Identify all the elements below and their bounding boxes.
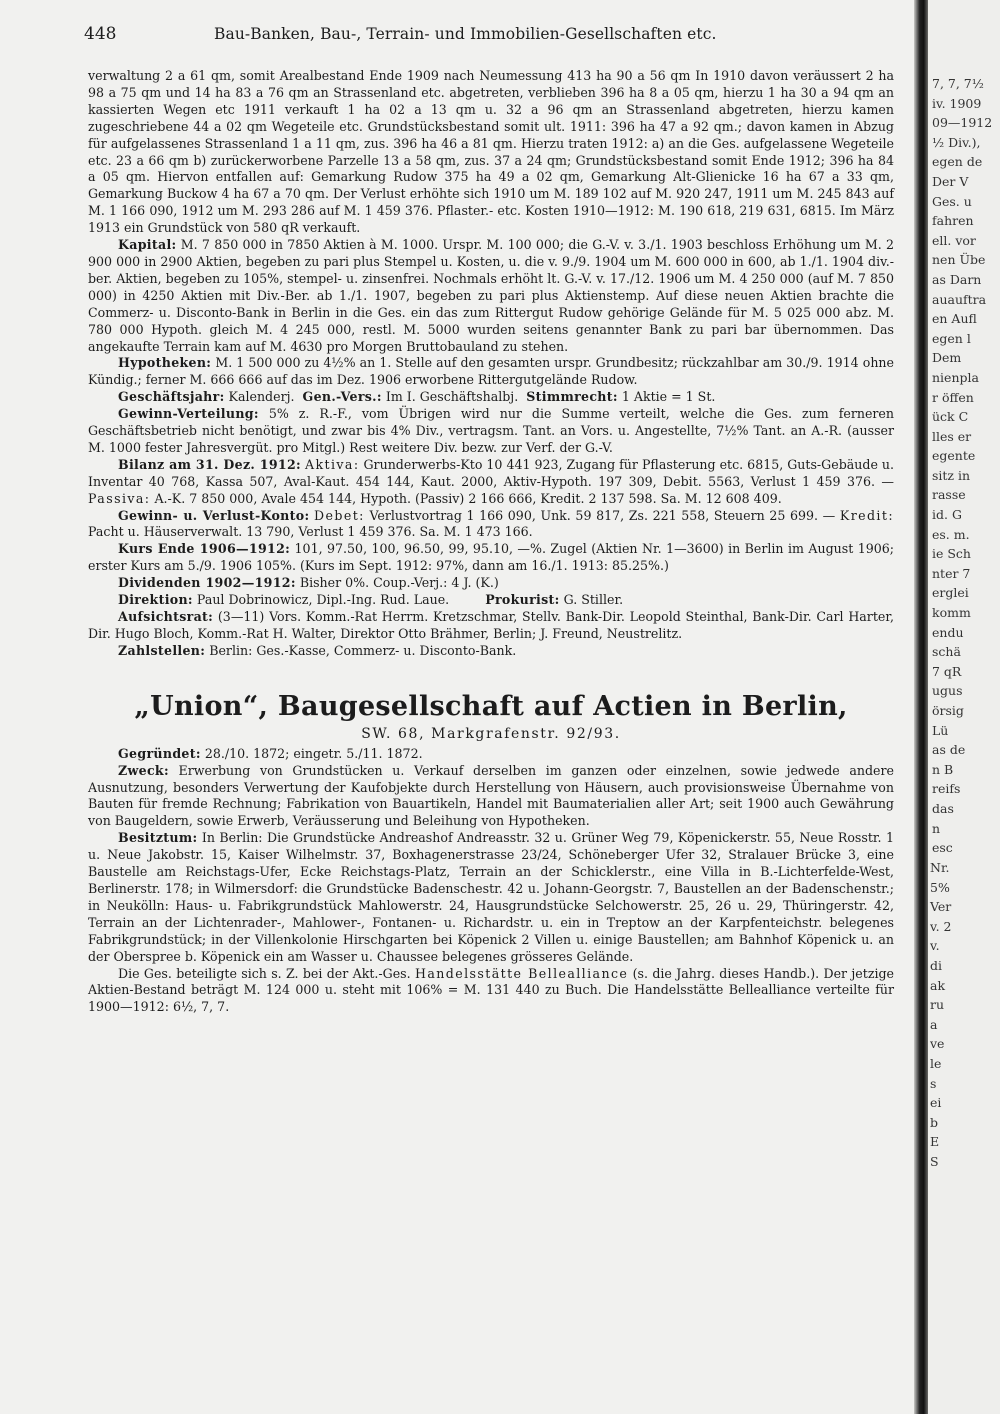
direktion-paragraph — [88, 592, 894, 609]
kurs-text: 101, 97.50, 100, 96.50, 99, 95.10, —%. Zugel (Aktien Nr. 1—3600) in Berlin im August 1906; erster Kurs am 5./9. 1906 105%. (Kurs im Sept. 1912: 97%, dann am 16./1. 1913: 85.25%.) — [88, 541, 894, 574]
besitztum-text: In Berlin: Die Grundstücke Andreashof Andreasstr. 32 u. Grüner Weg 79, Köpenickerstr. 55, Neue Rosstr. 1 u. Neue Jakobstr. 15, Kaiser Wilhelmstr. 37, Boxhagenerstrasse 23/24, Schöneberger Ufer 32, Stralauer Brücke 3, eine Baustelle am Reichstags-Ufer, Ecke Reichstags-Platz, Terrain an der Schicklerstr., eine Villa in B.-Lichterfelde-West, Berlinerstr. 178; in Wilmersdorf: die Grundstücke Badenschestr. 42 u. Johann-Georgstr. 7, Baustellen an der Badenschenstr.; in Neukölln: Haus- u. Fabrikgrundstück Mahlowerstr. 24, Hausgrundstücke Selchowerstr. 25, 26 u. 29, Thüringerstr. 42, Terrain an der Lichtenrader-, Mahlower-, Fontanen- u. Richardstr. u. ein in Treptow an der Karpfenteichstr. belegenes Fabrikgrundstück; in der Villenkolonie Hirschgarten bei Köpenick 2 Villen u. einige Baustellen; am Bahnhof Köpenick u. an der Oberspree b. Köpenick ein am Wasser u. Chaussee belegenes grösseres Gelände. — [88, 830, 894, 964]
adjacent-fragment: rasse — [932, 487, 966, 503]
adjacent-fragment: v. — [930, 938, 940, 954]
adjacent-fragment: ve — [930, 1036, 945, 1052]
adjacent-fragment: 09—1912 — [932, 115, 993, 131]
zahlstellen-text: Berlin: Ges.-Kasse, Commerz- u. Disconto-Bank. — [209, 642, 517, 658]
kurs-label: Kurs Ende 1906—1912: — [118, 541, 291, 557]
adjacent-fragment: sitz in — [932, 467, 971, 483]
adjacent-fragment: komm — [932, 605, 971, 621]
zweck-paragraph — [88, 763, 894, 831]
gvk-debet-text: Verlustvortrag 1 166 090, Unk. 59 817, Zs. 221 558, Steuern 25 699. — — [369, 507, 836, 523]
running-title: Bau-Banken, Bau-, Terrain- und Immobilien-Gesellschaften etc. — [214, 25, 717, 43]
gvk-kredit-label: Kredit: — [839, 507, 894, 523]
adjacent-fragment: ell. vor — [932, 232, 976, 248]
gvk-paragraph — [88, 508, 894, 542]
adjacent-fragment: es. m. — [932, 526, 970, 542]
geschaeftsjahr-text: Kalenderj. — [228, 389, 295, 405]
entry-union — [88, 690, 894, 1017]
gegruendet-text: 28./10. 1872; eingetr. 5./11. 1872. — [204, 745, 423, 761]
adjacent-fragment: ei — [930, 1095, 942, 1111]
adjacent-fragment: schä — [932, 644, 961, 660]
hypotheken-paragraph — [88, 355, 894, 389]
bilanz-paragraph — [88, 457, 894, 508]
adjacent-fragment: Nr. — [930, 860, 950, 875]
kapital-label: Kapital: — [118, 237, 177, 253]
adjacent-fragment: Lü — [932, 722, 949, 738]
book-gutter — [914, 0, 928, 1414]
adjacent-fragment: di — [930, 957, 942, 973]
adjacent-fragment: örsig — [932, 703, 964, 718]
adjacent-fragment: ugus — [932, 683, 963, 699]
aufsichtsrat-label: Aufsichtsrat: — [118, 609, 214, 624]
adjacent-fragment: ie Sch — [932, 546, 971, 562]
adjacent-fragment: lles er — [932, 428, 972, 444]
adjacent-page-edge — [928, 0, 1000, 1414]
prokurist-label: Prokurist: — [485, 592, 560, 608]
dividenden-paragraph — [88, 575, 894, 592]
entry-rudow-continuation — [88, 68, 894, 660]
adjacent-fragment: das — [932, 800, 954, 816]
adjacent-fragment: nen Übe — [932, 252, 986, 268]
kurs-paragraph — [88, 541, 894, 575]
stimmrecht-label: Stimmrecht: — [526, 389, 618, 405]
genvers-text: Im I. Geschäftshalbj. — [385, 389, 519, 405]
beteiligung-pre: Die Ges. beteiligte sich s. Z. bei der Akt.-Ges. — [118, 965, 411, 981]
kapital-text: M. 7 850 000 in 7850 Aktien à M. 1000. Urspr. M. 100 000; die G.-V. v. 3./1. 1903 beschloss Erhöhung um M. 2 900 000 in 2900 Aktien, begeben zu pari plus Stempel u. Kosten, u. die v. 9./9. 1904 um M. 600 000 in 600, ab 1./1. 1904 div.-ber. Aktien, begeben zu 105%, stempel- u. zinsenfrei. Nochmals erhöht lt. G.-V. v. 17./12. 1906 um M. 4 250 000 (auf M. 7 850 000) in 4250 Aktien mit Div.-Ber. ab 1./1. 1907, begeben zu pari plus Aktienstemp. Auf diese neuen Aktien brachte die Commerz- u. Disconto-Bank in Berlin in die Ges. ein das zum Rittergut Rudow gehörige Gelände für M. 5 025 000 abz. M. 780 000 Hypoth. gleich M. 4 245 000, restl. M. 5000 wurden seitens genannter Bank zu pari bar übernommen. Das angekaufte Terrain kam auf M. 4630 pro Morgen Bruttobauland zu stehen. — [88, 237, 894, 354]
genvers-label: Gen.-Vers.: — [302, 389, 382, 405]
adjacent-fragment: id. G — [932, 507, 962, 523]
page-number: 448 — [84, 24, 117, 44]
bilanz-passiva-label: Passiva: — [88, 490, 151, 506]
adjacent-fragment: n B — [932, 761, 954, 777]
dividenden-text: Bisher 0%. Coup.-Verj.: 4 J. (K.) — [299, 575, 499, 591]
geschaeftsjahr-label: Geschäftsjahr: — [118, 389, 225, 405]
adjacent-fragment: nter 7 — [932, 565, 971, 581]
gewinnverteilung-paragraph — [88, 406, 894, 457]
adjacent-fragment: 7 qR — [932, 663, 962, 679]
adjacent-fragment: egen de — [932, 154, 983, 170]
direktion-text: Paul Dobrinowicz, Dipl.-Ing. Rud. Laue. — [196, 592, 450, 608]
adjacent-fragment: v. 2 — [930, 918, 952, 934]
adjacent-fragment: ak — [930, 977, 946, 993]
bilanz-aktiva-label: Aktiva: — [305, 456, 360, 472]
gewinnverteilung-label: Gewinn-Verteilung: — [118, 406, 259, 422]
hypotheken-text: M. 1 500 000 zu 4½% an 1. Stelle auf den gesamten urspr. Grundbesitz; rückzahlbar am 30./9. 1914 ohne Kündig.; ferner M. 666 666 auf das im Dez. 1906 erworbene Rittergutgelände Rudow. — [88, 355, 894, 388]
bilanz-passiva-text: A.-K. 7 850 000, Avale 454 144, Hypoth. (Passiv) 2 166 666, Kredit. 2 137 598. Sa. M. 12 608 409. — [154, 490, 782, 506]
geschaeftsjahr-paragraph — [88, 389, 894, 406]
gegruendet-paragraph — [88, 746, 894, 763]
zweck-label: Zweck: — [118, 762, 169, 778]
gewinnverteilung-text: 5% z. R.-F., vom Übrigen wird nur die Summe verteilt, welche die Ges. zum ferneren Geschäftsbetrieb nicht benötigt, und zwar bis 4% Div., vertragsm. Tant. an Vors. u. Angestellte, 7½% Tant. an A.-R. (ausser M. 1000 fester Jahresvergüt. pro Mitgl.) Rest weitere Div. bezw. zur Verf. der G.-V. — [88, 406, 894, 455]
adjacent-fragment: Ver — [930, 899, 952, 915]
aufsichtsrat-text: (3—11) Vors. Komm.-Rat Herrm. Kretzschmar, Stellv. Bank-Dir. Leopold Steinthal, Bank-Dir. Carl Harter, Dir. Hugo Bloch, Komm.-Rat H. Walter, Direktor Otto Brähmer, Berlin; J. Freund, Neustrelitz. — [88, 609, 894, 641]
gegruendet-label: Gegründet: — [118, 745, 201, 761]
stimmrecht-text: 1 Aktie = 1 St. — [621, 389, 716, 405]
adjacent-fragment: as Darn — [932, 271, 982, 287]
page-header — [84, 24, 884, 48]
adjacent-fragment: egente — [932, 448, 976, 464]
adjacent-fragment: nienpla — [932, 369, 979, 385]
company-address: SW. 68, Markgrafenstr. 92/93. — [361, 725, 621, 742]
adjacent-fragment: iv. 1909 — [932, 95, 982, 111]
adjacent-fragment: fahren — [932, 213, 974, 229]
adjacent-fragment: Dem — [932, 350, 962, 366]
adjacent-fragment: ru — [930, 997, 945, 1013]
zweck-text: Erwerbung von Grundstücken u. Verkauf derselben im ganzen oder einzelnen, sowie jedwede andere Ausnutzung, besonders Verwertung der Kaufobjekte durch Herstellung von Häusern, auch provisionsweise Übernahme von Bauten für fremde Rechnung; Fabrikation von Bauartikeln, Handel mit Baumaterialien aller Art; seit 1900 auch Gewährung von Baugeldern, sowie Erwerb, Veräusserung und Beleihung von Hypotheken. — [88, 762, 894, 829]
adjacent-fragment: erglei — [932, 585, 969, 601]
zahlstellen-paragraph — [88, 643, 894, 660]
gvk-label: Gewinn- u. Verlust-Konto: — [118, 507, 310, 523]
gvk-kredit-text: Pacht u. Häuserverwalt. 13 790, Verlust 1 459 376. Sa. M. 1 473 166. — [88, 524, 533, 540]
beteiligung-name: Handelsstätte Bellealliance — [414, 965, 629, 981]
adjacent-fragment: endu — [932, 624, 964, 640]
gvk-debet-label: Debet: — [314, 507, 365, 523]
kapital-paragraph — [88, 237, 894, 355]
adjacent-fragments-bottom — [930, 858, 951, 1172]
adjacent-fragment: n — [932, 820, 941, 836]
adjacent-fragment: E — [930, 1134, 940, 1150]
bilanz-aktiva-text: Grunderwerbs-Kto 10 441 923, Zugang für Pflasterung etc. 6815, Guts-Gebäude u. Inventar 40 768, Kassa 507, Aval-Kaut. 454 144, Kaut. 2000, Aktiv-Hypoth. 197 309, Debit. 5563, Verlust 1 459 376. — — [88, 456, 895, 489]
adjacent-fragment: auauftra — [932, 291, 987, 307]
adjacent-fragment: ½ Div.), — [932, 134, 981, 150]
zahlstellen-label: Zahlstellen: — [118, 642, 206, 658]
adjacent-fragment: ück C — [932, 409, 969, 425]
bilanz-label: Bilanz am 31. Dez. 1912: — [118, 456, 301, 472]
page-body — [88, 68, 894, 1016]
beteiligung-post: (s. die Jahrg. dieses Handb.). Der jetzige Aktien-Bestand beträgt M. 124 000 u. steht mit 106% = M. 131 440 zu Buch. Die Handelsstätte Bellealliance verteilte für 1900—1912: 6½, 7, 7. — [88, 965, 894, 1015]
adjacent-fragment: S — [930, 1153, 939, 1169]
besitztum-label: Besitztum: — [118, 830, 198, 846]
beteiligung-paragraph — [88, 966, 894, 1017]
adjacent-fragment: 5% — [930, 879, 950, 895]
hypotheken-label: Hypotheken: — [118, 355, 212, 371]
adjacent-fragment: a — [930, 1016, 938, 1032]
adjacent-fragment: en Aufl — [932, 311, 977, 327]
adjacent-fragment: 7, 7, 7½ — [932, 76, 984, 91]
direktion-label: Direktion: — [118, 592, 193, 608]
besitztum-paragraph — [88, 830, 894, 965]
adjacent-fragment: Ges. u — [932, 193, 972, 209]
aufsichtsrat-paragraph — [88, 609, 894, 643]
adjacent-fragment: le — [930, 1055, 942, 1071]
prokurist-text: G. Stiller. — [563, 592, 624, 608]
company-title: „Union“, Baugesellschaft auf Actien in Berlin, — [134, 690, 848, 722]
adjacent-fragments-top — [932, 74, 992, 858]
dividenden-label: Dividenden 1902—1912: — [118, 575, 296, 591]
area-paragraph: verwaltung 2 a 61 qm, somit Arealbestand Ende 1909 nach Neumessung 413 ha 90 a 56 qm In 1910 davon veräussert 2 ha 98 a 75 qm und 14 ha 83 a 76 qm an Strassenland etc. abgetreten, verblieben 396 ha 8 a 05 qm, hierzu 1 ha 30 a 94 qm an kassierten Wegen etc 1911 verkauft 1 ha 02 a 13 qm u. 32 a 96 qm an Strassenland abgetreten, hierzu kamen zugeschriebene 44 a 02 qm Wegeteile etc. Grundstücksbestand somit ult. 1911: 396 ha 47 a 92 qm.; davon kamen in Abzug für aufgelassenes Strassenland 1 a 11 qm, zus. 396 ha 46 a 81 qm. Hierzu traten 1912: a) an die Ges. aufgelassene Wegeteile etc. 23 a 66 qm b) zurückerworbene Parzelle 13 a 58 qm, zus. 37 a 24 qm; Grundstücksbestand somit Ende 1912; 396 ha 84 a 05 qm. Hiervon entfallen auf: Gemarkung Rudow 375 ha 49 a 02 qm, Gemarkung Alt-Glienicke 16 ha 67 a 33 qm, Gemarkung Buckow 4 ha 67 a 70 qm. Der Verlust erhöhte sich 1910 um M. 189 102 auf M. 920 247, 1911 um M. 245 843 auf M. 1 166 090, 1912 um M. 293 286 auf M. 1 459 376. Pflaster.- etc. Kosten 1910—1912: M. 190 618, 219 631, 6815. Im März 1913 ein Grundstück von 580 qR verkauft. — [88, 68, 894, 236]
adjacent-fragment: s — [930, 1075, 937, 1091]
adjacent-fragment: as de — [932, 742, 966, 758]
adjacent-fragment: egen l — [932, 330, 971, 346]
adjacent-fragment: reifs — [932, 781, 961, 797]
adjacent-fragment: esc — [932, 840, 953, 856]
adjacent-fragment: Der V — [932, 173, 969, 189]
adjacent-fragment: r öffen — [932, 389, 974, 405]
adjacent-fragment: b — [930, 1114, 939, 1130]
